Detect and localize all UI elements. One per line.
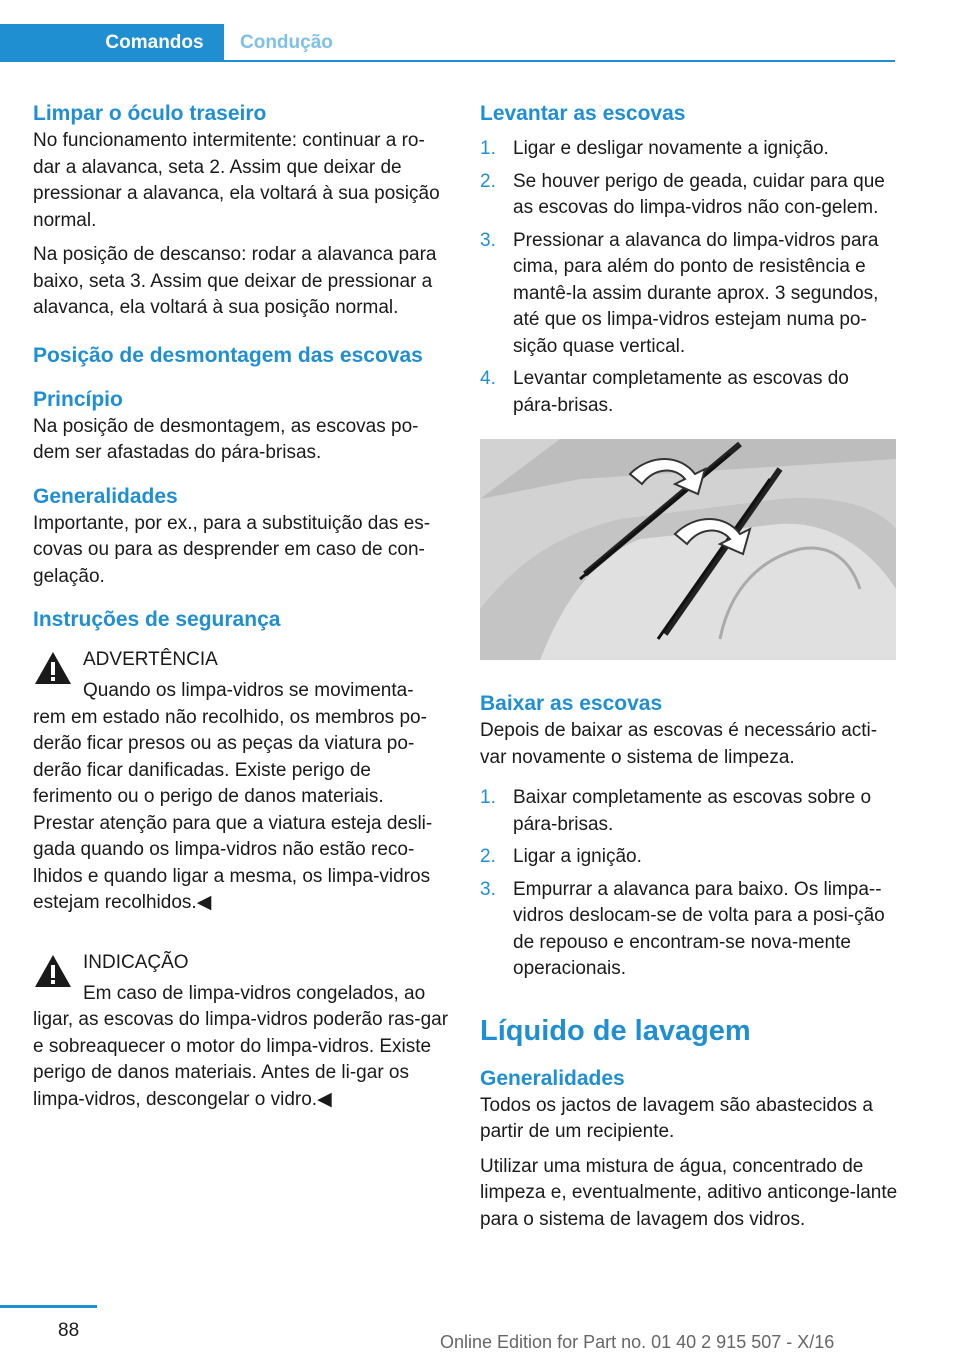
rear-paragraph-1: No funcionamento intermitente: continuar a ro-dar a alavanca, seta 2. Assim que deixar de pressionar a alavanca, ela voltará à sua posição normal. [33, 130, 440, 231]
step-text: Baixar completamente as escovas sobre o pára-brisas. [513, 787, 872, 835]
step-number: 4. [480, 368, 496, 389]
fluid-paragraph-2: Utilizar uma mistura de água, concentrado de limpeza e, eventualmente, aditivo anticonge-lante para o sistema de lavagem dos vidros. [480, 1155, 898, 1230]
principle-paragraph: Na posição de desmontagem, as escovas po-dem ser afastadas do pára-brisas. [33, 415, 419, 463]
header-tabs [0, 0, 895, 62]
general-paragraph: Importante, por ex., para a substituição das es-covas ou para as desprender em caso de con-gelação. [33, 512, 431, 587]
header-rule [0, 60, 895, 62]
warning-triangle-icon [33, 953, 73, 989]
notice-text: ligar, as escovas do limpa-vidros poderão ras-gar e sobreaquecer o motor do limpa-vidros. Existe perigo de danos materiais. Antes de li-gar os limpa-vidros, descongelar o vidro.◀ [33, 1009, 449, 1110]
wiper-illustration [480, 439, 896, 660]
page-number: 88 [58, 1320, 80, 1341]
section-heading-lower-wipers: Baixar as escovas [480, 692, 663, 715]
warning-label: ADVERTÊNCIA [83, 649, 218, 670]
tab-conducao-label: Condução [240, 32, 333, 53]
subheading-fluid-general: Generalidades [480, 1066, 625, 1090]
step-number: 2. [480, 846, 496, 867]
fluid-paragraph-1: Todos os jactos de lavagem são abastecidos a partir de um recipiente. [480, 1094, 873, 1142]
list-item [480, 844, 898, 871]
raise-steps-list [480, 136, 898, 419]
tab-comandos-label: Comandos [105, 32, 204, 53]
warning-block [33, 646, 449, 917]
subheading-general: Generalidades [33, 484, 178, 508]
edition-note: Online Edition for Part no. 01 40 2 915 507 - X/16 [440, 1332, 835, 1352]
step-text: Pressionar a alavanca do limpa-vidros para cima, para além do ponto de resistência e mantê-la assim durante aprox. 3 segundos, até que os limpa-vidros estejam numa po-sição quase vertical. [513, 229, 879, 357]
step-text: Ligar e desligar novamente a ignição. [513, 138, 829, 159]
warning-text-first-line: Quando os limpa-vidros se movimenta- [83, 680, 414, 701]
list-item [480, 169, 898, 222]
subheading-principle: Princípio [33, 387, 123, 411]
step-number: 3. [480, 229, 496, 251]
section-heading-rear-window: Limpar o óculo traseiro [33, 102, 267, 125]
list-item [480, 366, 898, 419]
step-text: Ligar a ignição. [513, 846, 642, 867]
notice-label: INDICAÇÃO [83, 951, 189, 973]
section-heading-dismount: Posição de desmontagem das escovas [33, 343, 423, 367]
list-item [480, 228, 898, 361]
notice-block [33, 949, 449, 1114]
warning-text: rem em estado não recolhido, os membros po-derão ficar presos ou as peças da viatura po-derão ficar danificadas. Existe perigo de ferimento ou o perigo de danos materiais. Prestar atenção para que a viatura esteja desli-gada quando os limpa-vidros não estão reco-lhidos e quando ligar a mesma, os limpa-vidros estejam recolhidos.◀ [33, 706, 433, 913]
step-text: Se houver perigo de geada, cuidar para que as escovas do limpa-vidros não con-gelem. [513, 170, 885, 218]
tab-conducao[interactable] [224, 24, 349, 62]
lower-paragraph: Depois de baixar as escovas é necessário acti-var novamente o sistema de limpeza. [480, 720, 878, 768]
list-item [480, 785, 898, 838]
subheading-safety: Instruções de segurança [33, 608, 281, 631]
wiper-drawing [480, 439, 896, 660]
step-text: Empurrar a alavanca para baixo. Os limpa--vidros deslocam-se de volta para a posi-ção de repouso e encontram-se nova-mente operacionais. [513, 878, 885, 979]
list-item [480, 136, 898, 163]
right-column [480, 100, 898, 1233]
tab-comandos[interactable] [0, 24, 224, 62]
left-column [33, 100, 449, 1113]
step-number: 1. [480, 138, 496, 159]
notice-text-first-line: Em caso de limpa-vidros congelados, ao [83, 982, 426, 1004]
rear-paragraph-2: Na posição de descanso: rodar a alavanca para baixo, seta 3. Assim que deixar de pressionar a alavanca, ela voltará à sua posição normal. [33, 244, 437, 318]
lower-steps-list [480, 785, 898, 983]
footer-rule [0, 1305, 97, 1308]
step-number: 3. [480, 878, 496, 900]
step-number: 2. [480, 170, 496, 192]
warning-triangle-icon [33, 650, 73, 686]
section-heading-raise-wipers: Levantar as escovas [480, 102, 686, 125]
list-item [480, 877, 898, 983]
step-number: 1. [480, 787, 496, 808]
chapter-heading-washer-fluid: Líquido de lavagem [480, 1014, 751, 1047]
step-text: Levantar completamente as escovas do pára-brisas. [513, 368, 849, 416]
